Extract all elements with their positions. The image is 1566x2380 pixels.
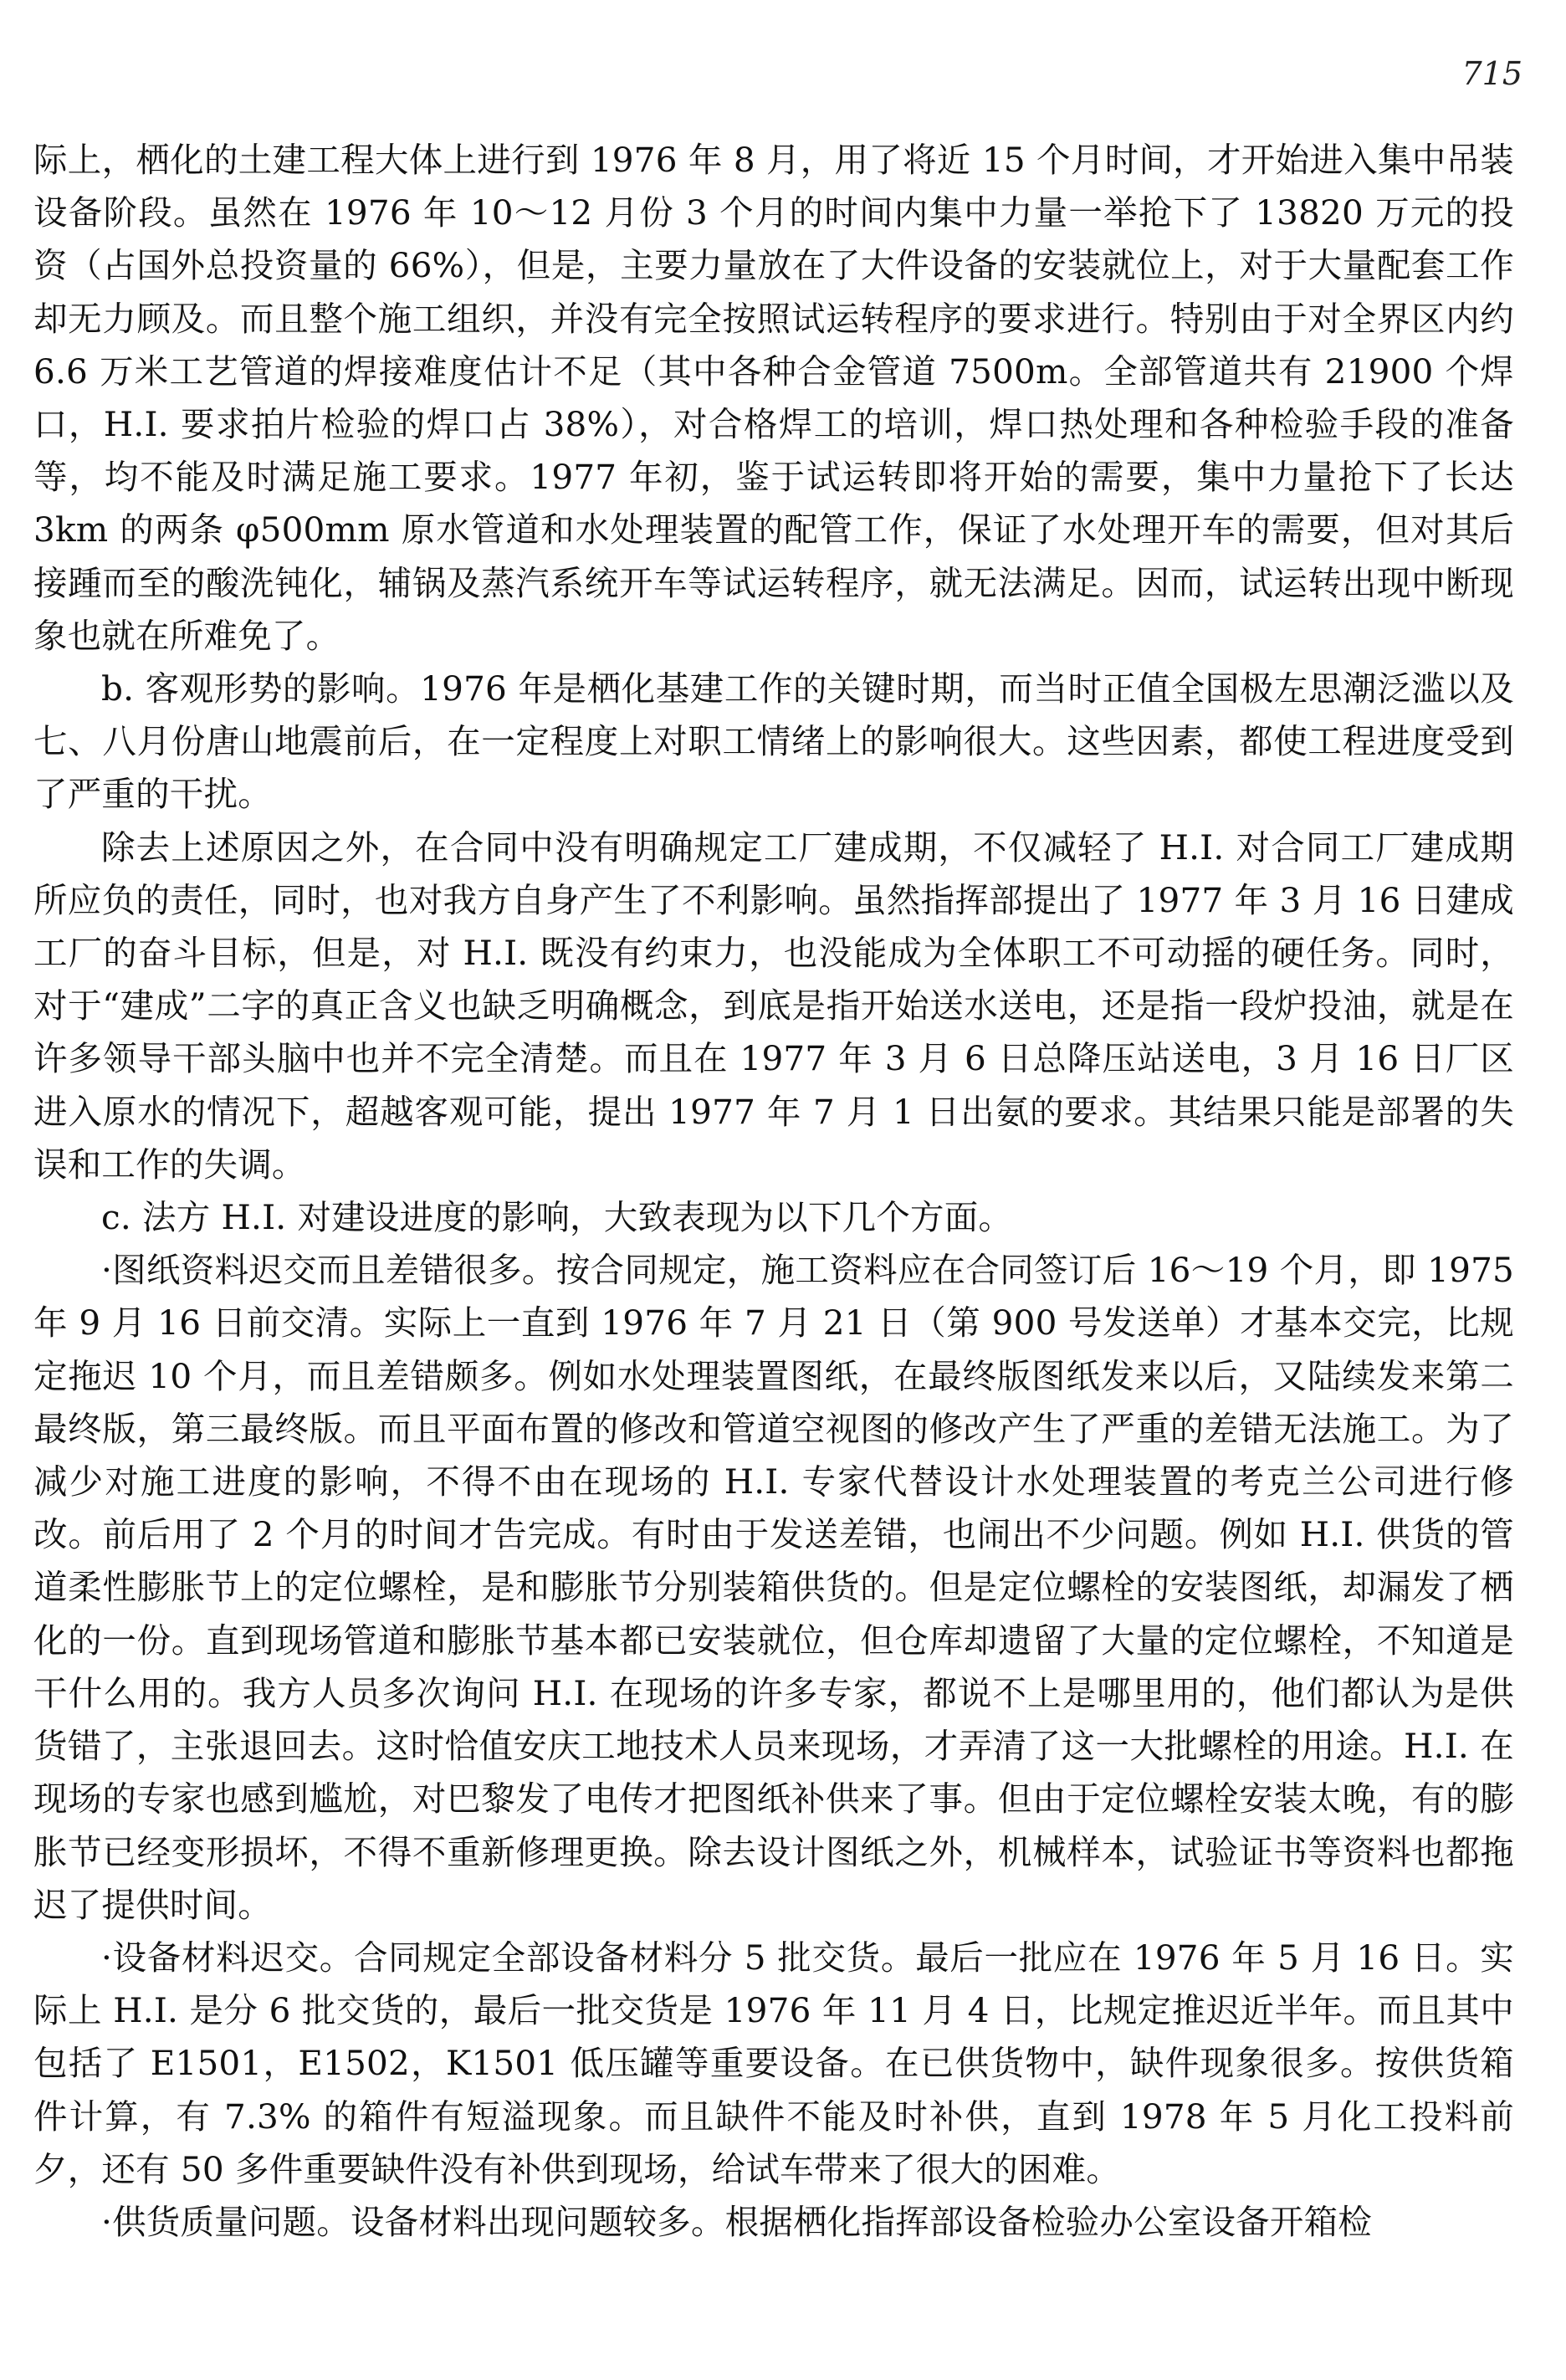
paragraph-objective-situation: b. 客观形势的影响。1976 年是栖化基建工作的关键时期，而当时正值全国极左思潮泛滥以及七、八月份唐山地震前后，在一定程度上对职工情绪上的影响很大。这些因素，都使工程进度受到了严重的干扰。: [33, 668, 1514, 815]
paragraph-equipment-delay: ·设备材料迟交。合同规定全部设备材料分 5 批交货。最后一批应在 1976 年 5 月 16 日。实际上 H.I. 是分 6 批交货的，最后一批交货是 1976 年 11 月 4 日，比规定推迟近半年。而且其中包括了 E1501，E1502，K1501 低压罐等重要设备。在已供货物中，缺件现象很多。按供货箱件计算，有 7.3% 的箱件有短溢现象。而且缺件不能及时补供，直到 1978 年 5 月化工投料前夕，还有 50 多件重要缺件没有补供到现场，给试车带来了很大的困难。: [33, 1937, 1514, 2189]
body-text: [33, 134, 1514, 2249]
page-number: 715: [1461, 55, 1522, 92]
paragraph-drawings-delay: ·图纸资料迟交而且差错很多。按合同规定，施工资料应在合同签订后 16～19 个月，即 1975 年 9 月 16 日前交清。实际上一直到 1976 年 7 月 21 日（第 900 号发送单）才基本交完，比规定拖迟 10 个月，而且差错颇多。例如水处理装置图纸，在最终版图纸发来以后，又陆续发来第二最终版，第三最终版。而且平面布置的修改和管道空视图的修改产生了严重的差错无法施工。为了减少对施工进度的影响，不得不由在现场的 H.I. 专家代替设计水处理装置的考克兰公司进行修改。前后用了 2 个月的时间才告完成。有时由于发送差错，也闹出不少问题。例如 H.I. 供货的管道柔性膨胀节上的定位螺栓，是和膨胀节分别装箱供货的。但是定位螺栓的安装图纸，却漏发了栖化的一份。直到现场管道和膨胀节基本都已安装就位，但仓库却遗留了大量的定位螺栓，不知道是干什么用的。我方人员多次询问 H.I. 在现场的许多专家，都说不上是哪里用的，他们都认为是供货错了，主张退回去。这时恰值安庆工地技术人员来现场，才弄清了这一大批螺栓的用途。H.I. 在现场的专家也感到尴尬，对巴黎发了电传才把图纸补供来了事。但由于定位螺栓安装太晚，有的膨胀节已经变形损坏，不得不重新修理更换。除去设计图纸之外，机械样本，试验证书等资料也都拖迟了提供时间。: [33, 1250, 1514, 1925]
paragraph-continuation: 际上，栖化的土建工程大体上进行到 1976 年 8 月，用了将近 15 个月时间，才开始进入集中吊装设备阶段。虽然在 1976 年 10～12 月份 3 个月的时间内集中力量一举抢下了 13820 万元的投资（占国外总投资量的 66%），但是，主要力量放在了大件设备的安装就位上，对于大量配套工作却无力顾及。而且整个施工组织，并没有完全按照试运转程序的要求进行。特别由于对全界区内约 6.6 万米工艺管道的焊接难度估计不足（其中各种合金管道 7500m。全部管道共有 21900 个焊口，H.I. 要求拍片检验的焊口占 38%），对合格焊工的培训，焊口热处理和各种检验手段的准备等，均不能及时满足施工要求。1977 年初，鉴于试运转即将开始的需要，集中力量抢下了长达 3km 的两条 φ500mm 原水管道和水处理装置的配管工作，保证了水处理开车的需要，但对其后接踵而至的酸洗钝化，辅锅及蒸汽系统开车等试运转程序，就无法满足。因而，试运转出现中断现象也就在所难免了。: [33, 140, 1514, 656]
paragraph-supply-quality: ·供货质量问题。设备材料出现问题较多。根据栖化指挥部设备检验办公室设备开箱检: [101, 2201, 1372, 2242]
paragraph-hi-influence: c. 法方 H.I. 对建设进度的影响，大致表现为以下几个方面。: [101, 1197, 1013, 1238]
paragraph-contract-completion: 除去上述原因之外，在合同中没有明确规定工厂建成期，不仅减轻了 H.I. 对合同工厂建成期所应负的责任，同时，也对我方自身产生了不利影响。虽然指挥部提出了 1977 年 3 月 16 日建成工厂的奋斗目标，但是，对 H.I. 既没有约束力，也没能成为全体职工不可动摇的硬任务。同时，对于“建成”二字的真正含义也缺乏明确概念，到底是指开始送水送电，还是指一段炉投油，就是在许多领导干部头脑中也并不完全清楚。而且在 1977 年 3 月 6 日总降压站送电，3 月 16 日厂区进入原水的情况下，超越客观可能，提出 1977 年 7 月 1 日出氨的要求。其结果只能是部署的失误和工作的失调。: [33, 827, 1514, 1185]
